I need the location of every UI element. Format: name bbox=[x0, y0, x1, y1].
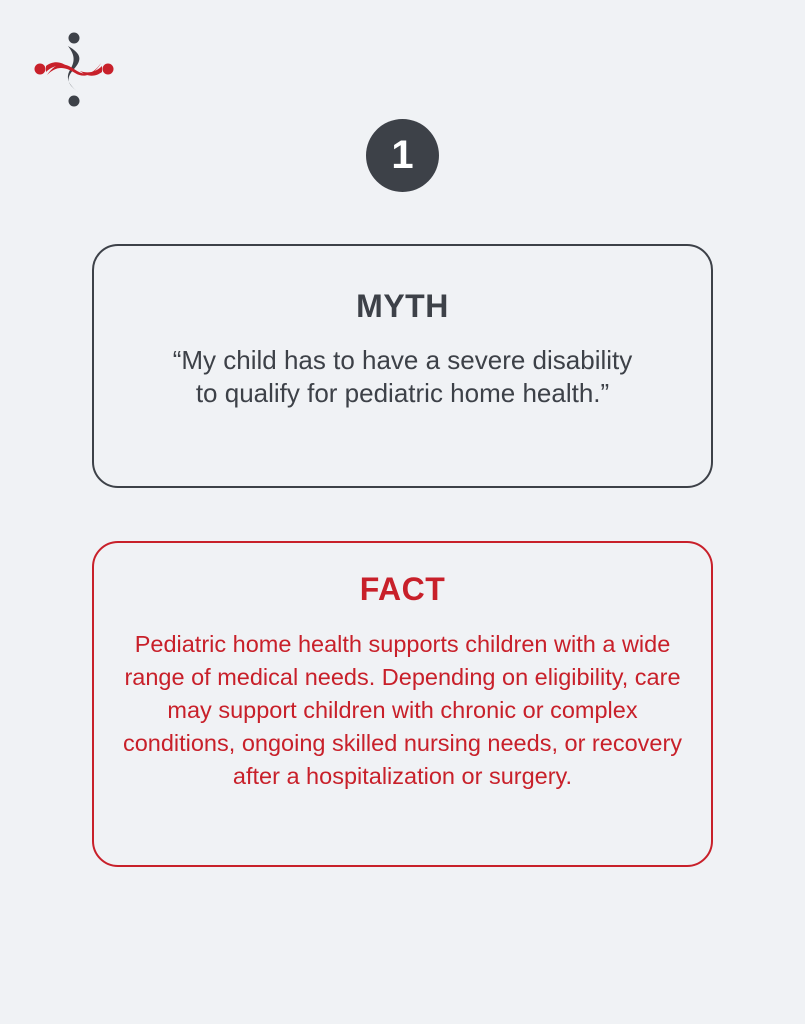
fact-card bbox=[92, 541, 713, 867]
myth-heading: MYTH bbox=[356, 288, 449, 324]
organization-logo-icon bbox=[34, 30, 114, 108]
fact-text: Pediatric home health supports children with a wide range of medical needs. Depending on eligibility, care may support children with chronic or complex conditions, ongoing skilled nursing needs, or recovery after a hospitalization or surgery. bbox=[122, 631, 683, 789]
myth-text: “My child has to have a severe disability to qualify for pediatric home health.” bbox=[172, 345, 633, 408]
step-number-badge: 1 bbox=[366, 119, 439, 192]
fact-heading: FACT bbox=[359, 571, 446, 607]
myth-card bbox=[92, 244, 713, 488]
